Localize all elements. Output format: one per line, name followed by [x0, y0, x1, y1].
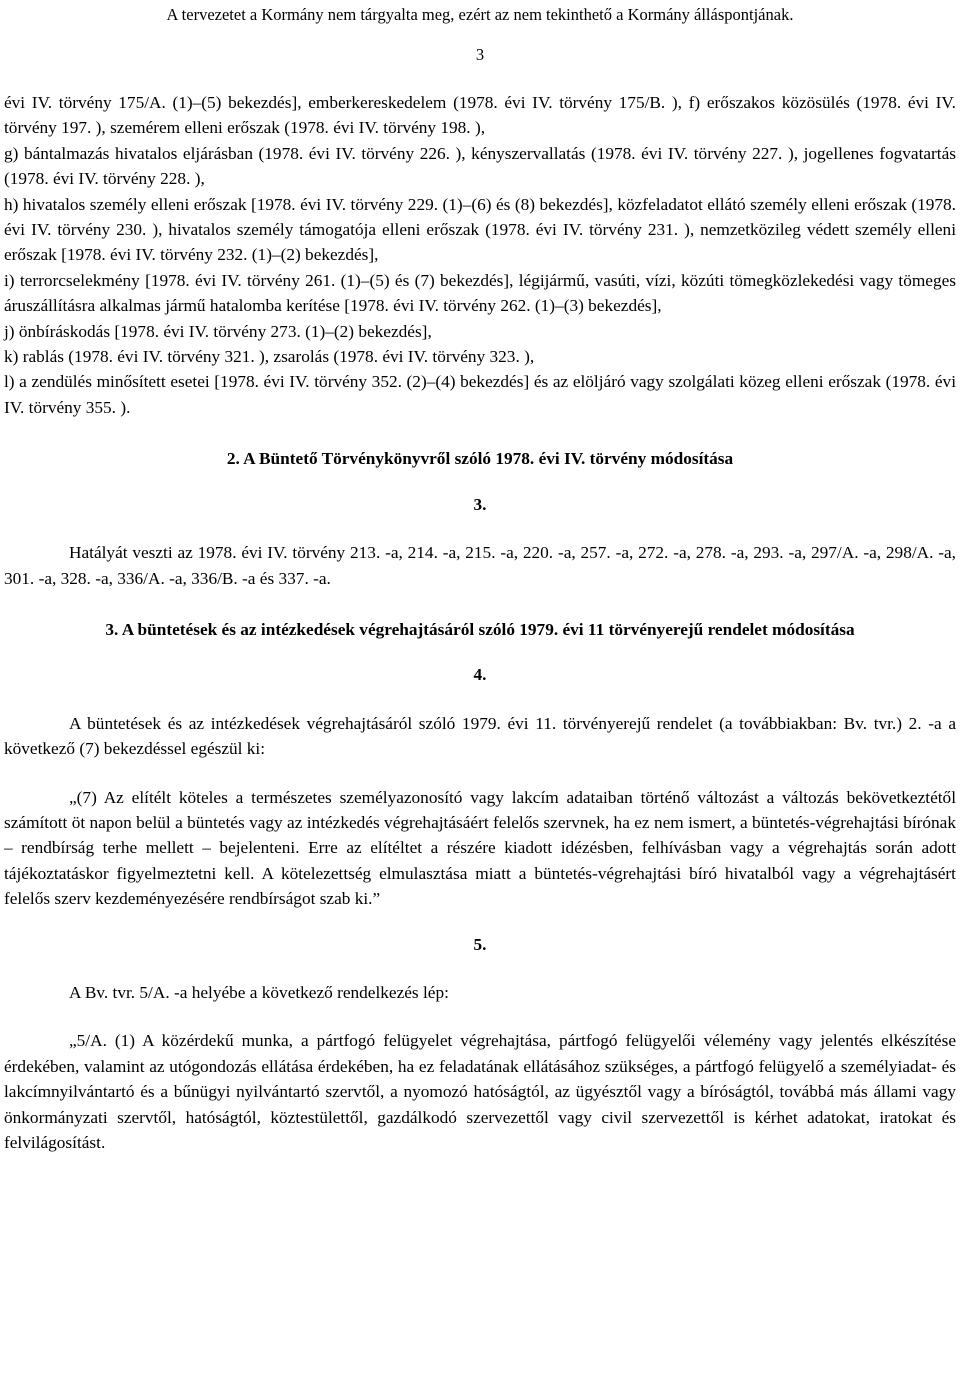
section-number-4: 4.: [473, 665, 487, 685]
document-body: [4, 90, 956, 1155]
section-2-text: Hatályát veszti az 1978. évi IV. törvény 213. -a, 214. -a, 215. -a, 220. -a, 257. -a, 272. -a, 278. -a, 293. -a, 297/A. -a, 298/A. -a, 301. -a, 328. -a, 336/A. -a, 336/B. -a és 337. -a.: [4, 543, 956, 588]
page-number: 3: [475, 45, 485, 64]
paragraph-crimes-list-i: i) terrorcselekmény [1978. évi IV. törvény 261. (1)–(5) és (7) bekezdés], légijármű, vasúti, vízi, közúti tömegközlekedési vagy tömeges áruszállításra alkalmas jármű hatalomba kerítése [1978. évi IV. törvény 262. (1)–(3) bekezdés],: [4, 270, 956, 316]
section-number-3: 3.: [473, 494, 487, 514]
page-header: A tervezetet a Kormány nem tárgyalta meg, ezért az nem tekinthető a Kormány álláspontjának.: [166, 5, 794, 24]
paragraph-crimes-list-1: évi IV. törvény 175/A. (1)–(5) bekezdés], emberkereskedelem (1978. évi IV. törvény 175/B. ), f) erőszakos közösülés (1978. évi IV. törvény 197. ), szemérem elleni erőszak (1978. évi IV. törvény 198. ),: [4, 93, 956, 138]
section-3-title: 3. A büntetések és az intézkedések végrehajtásáról szóló 1979. évi 11 törvényerejű rendelet módosítása: [105, 619, 855, 639]
section-5-text: A Bv. tvr. 5/A. -a helyébe a következő rendelkezés lép:: [69, 982, 449, 1002]
section-number-5: 5.: [473, 934, 487, 954]
section-4-quote: „(7) Az elítélt köteles a természetes személyazonosító vagy lakcím adataiban történő változást a változás bekövetkeztétől számított öt napon belül a büntetés vagy az intézkedés végrehajtásáért felelős szervnek, ha ez nem ismert, a büntetés-végrehajtási bírónak – rendbírság terhe mellett – bejelenteni. Erre az elítéltet a részére kiadott idézésben, felhívásban vagy a végrehajtás során adott tájékoztatáskor figyelmeztetni kell. A kötelezettség elmulasztása miatt a büntetés-végrehajtási bíró hivatalból vagy a végrehajtásért felelős szerv kezdeményezésére rendbírságot szab ki.”: [4, 787, 956, 909]
paragraph-crimes-list-g: g) bántalmazás hivatalos eljárásban (1978. évi IV. törvény 226. ), kényszervallatás (1978. évi IV. törvény 227. ), jogellenes fogvatartás (1978. évi IV. törvény 228. ),: [4, 143, 956, 189]
section-2-title: 2. A Büntető Törvénykönyvről szóló 1978. évi IV. törvény módosítása: [226, 449, 734, 469]
paragraph-crimes-list-l: l) a zendülés minősített esetei [1978. évi IV. törvény 352. (2)–(4) bekezdés] és az elöljáró vagy szolgálati közeg elleni erőszak (1978. évi IV. törvény 355. ).: [4, 372, 956, 417]
paragraph-crimes-list-j: j) önbíráskodás [1978. évi IV. törvény 273. (1)–(2) bekezdés],: [4, 321, 432, 341]
paragraph-crimes-list-k: k) rablás (1978. évi IV. törvény 321. ), zsarolás (1978. évi IV. törvény 323. ),: [4, 347, 535, 367]
section-4-text: A büntetések és az intézkedések végrehajtásáról szóló 1979. évi 11. törvényerejű rendelet (a továbbiakban: Bv. tvr.) 2. -a a következő (7) bekezdéssel egészül ki:: [4, 713, 956, 759]
paragraph-crimes-list-h: h) hivatalos személy elleni erőszak [1978. évi IV. törvény 229. (1)–(6) és (8) bekezdés], közfeladatot ellátó személy elleni erőszak (1978. évi IV. törvény 230. ), hivatalos személy támogatója elleni erőszak (1978. évi IV. törvény 231. ), nemzetközileg védett személy elleni erőszak [1978. évi IV. törvény 232. (1)–(2) bekezdés],: [4, 194, 956, 265]
section-5-quote: „5/A. (1) A közérdekű munka, a pártfogó felügyelet végrehajtása, pártfogó felügyelői vélemény vagy jelentés elkészítése érdekében, valamint az utógondozás ellátása érdekében, ha ez feladatának ellátásához szükséges, a pártfogó felügyelő a személyiadat- és lakcímnyilvántartó és a bűnügyi nyilvántartó szervtől, a nyomozó hatóságtól, az ügyésztől vagy a bíróságtól, továbbá más állami vagy önkormányzati szervtől, hatóságtól, köztestülettől, gazdálkodó szervezettől vagy civil szervezettől is kérhet adatokat, iratokat és felvilágosítást.: [4, 1031, 956, 1152]
